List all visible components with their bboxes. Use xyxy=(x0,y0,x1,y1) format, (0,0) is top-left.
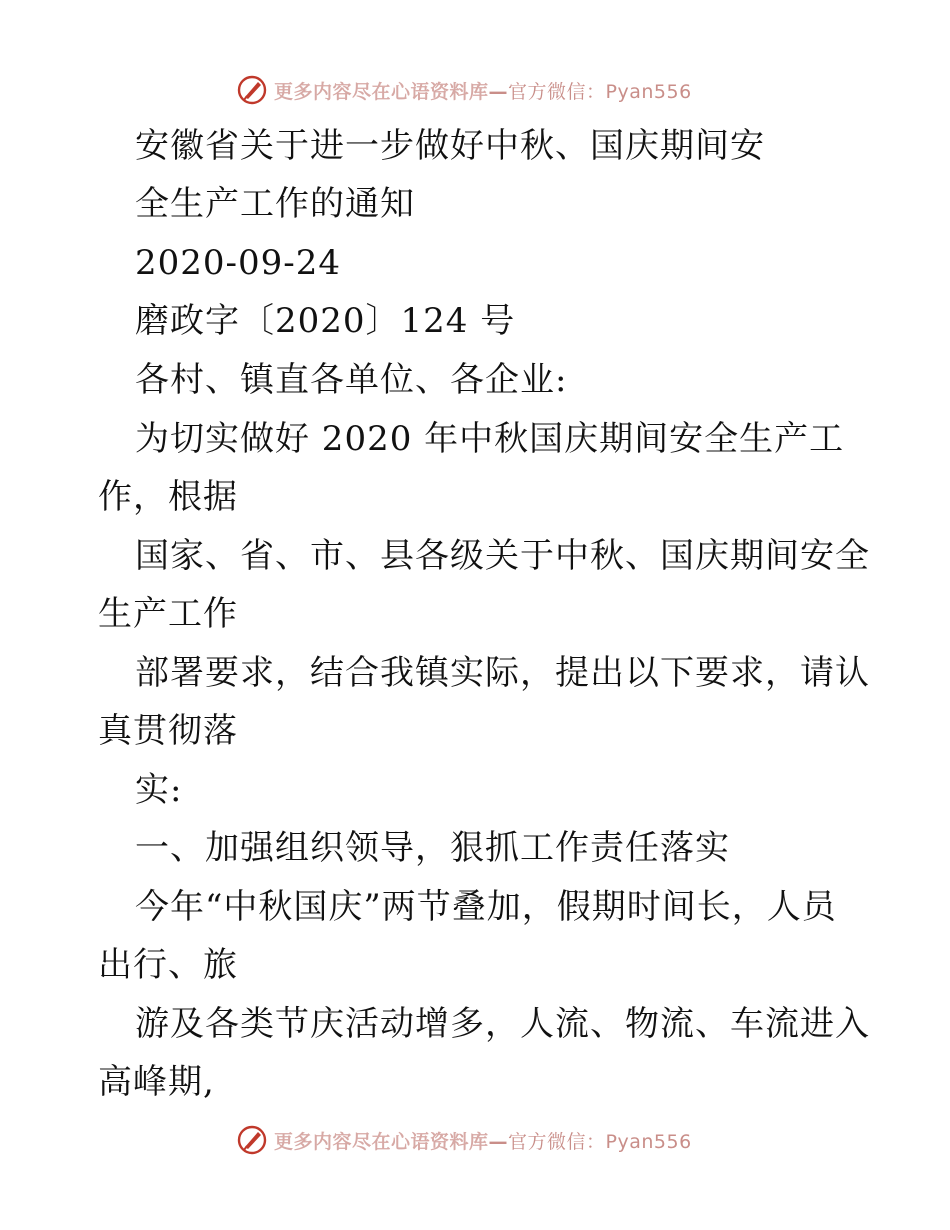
paragraph-line: 真贯彻落 xyxy=(98,711,238,751)
watermark-separator: — xyxy=(488,80,509,103)
paragraph-line: 部署要求，结合我镇实际，提出以下要求，请认 xyxy=(135,653,870,693)
watermark-separator: — xyxy=(488,1130,509,1153)
watermark-contact: 官方微信：Pyan556 xyxy=(508,80,692,103)
footer-watermark xyxy=(236,1123,692,1157)
paragraph-line: 高峰期, xyxy=(98,1062,215,1102)
document-title-line-1: 安徽省关于进一步做好中秋、国庆期间安 xyxy=(135,126,765,166)
section-heading: 一、加强组织领导，狠抓工作责任落实 xyxy=(135,828,730,868)
paragraph-line: 今年“中秋国庆”两节叠加，假期时间长，人员 xyxy=(135,887,837,927)
watermark-site: 更多内容尽在心语资料库 xyxy=(274,80,489,103)
watermark-text xyxy=(274,1127,692,1154)
paragraph-line: 为切实做好 2020 年中秋国庆期间安全生产工 xyxy=(135,419,845,459)
document-number: 磨政字〔2020〕124 号 xyxy=(135,301,516,341)
paragraph-line: 出行、旅 xyxy=(98,945,238,985)
document-title-line-2: 全生产工作的通知 xyxy=(135,184,415,224)
document-date: 2020-09-24 xyxy=(135,243,342,283)
quill-pen-seal-icon xyxy=(236,1124,268,1156)
paragraph-line: 作，根据 xyxy=(98,477,238,517)
watermark-text xyxy=(274,77,692,104)
watermark-contact: 官方微信：Pyan556 xyxy=(508,1130,692,1153)
document-addressee: 各村、镇直各单位、各企业: xyxy=(135,360,568,400)
paragraph-line: 生产工作 xyxy=(98,594,238,634)
header-watermark xyxy=(236,73,692,107)
paragraph-line: 实: xyxy=(135,770,183,810)
quill-pen-seal-icon xyxy=(236,74,268,106)
paragraph-line: 游及各类节庆活动增多，人流、物流、车流进入 xyxy=(135,1004,870,1044)
paragraph-line: 国家、省、市、县各级关于中秋、国庆期间安全 xyxy=(135,536,870,576)
watermark-site: 更多内容尽在心语资料库 xyxy=(274,1130,489,1153)
